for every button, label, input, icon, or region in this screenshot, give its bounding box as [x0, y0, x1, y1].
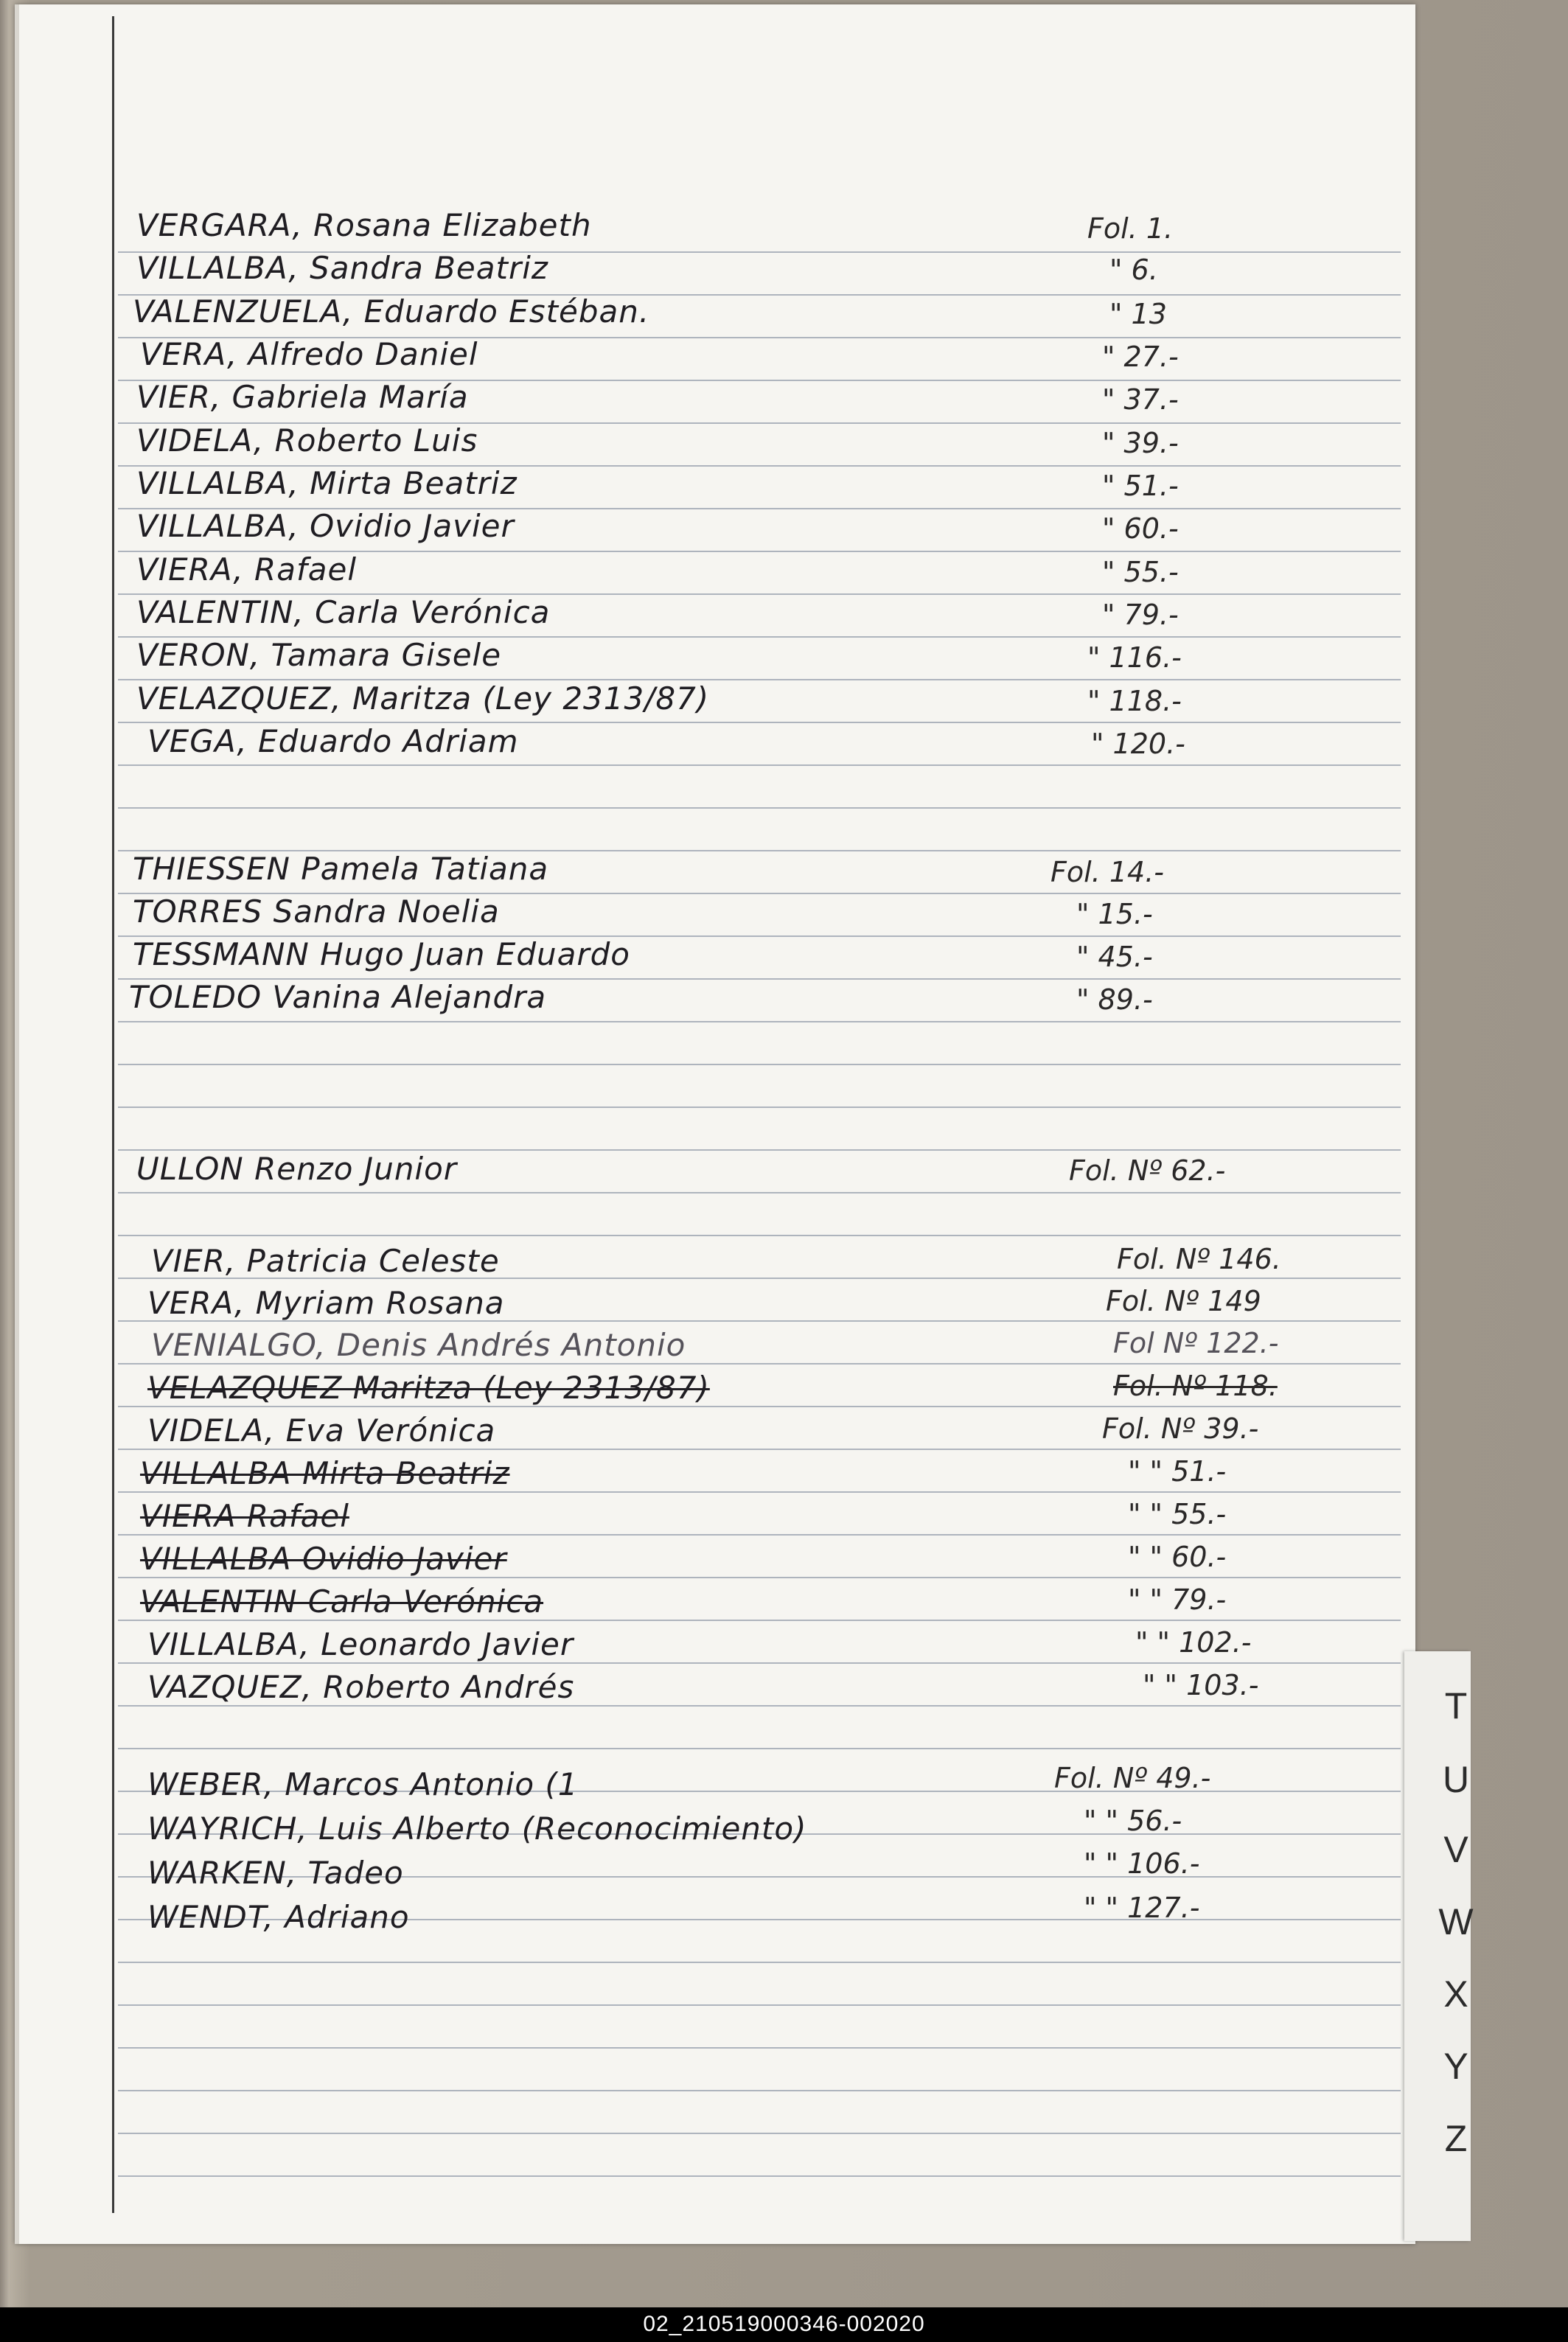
folio-number: " 15.- [1076, 898, 1153, 930]
list-item: VALENZUELA, Eduardo Estéban. [133, 293, 650, 330]
margin-line [112, 16, 114, 2213]
folio-number: Fol Nº 122.- [1113, 1327, 1279, 1359]
list-item: VALENTIN, Carla Verónica [136, 594, 551, 630]
folio-number: " " 106.- [1084, 1847, 1200, 1880]
list-item: VIERA Rafael [140, 1498, 349, 1534]
list-item: VALENTIN Carla Verónica [140, 1583, 544, 1620]
index-tab-z[interactable]: Z [1444, 2118, 1468, 2159]
folio-number: Fol. Nº 146. [1117, 1243, 1281, 1275]
folio-number: Fol. Nº 118. [1113, 1370, 1278, 1402]
folio-number: " " 55.- [1128, 1498, 1227, 1530]
folio-number: " 45.- [1076, 941, 1153, 973]
image-caption: 02_210519000346-002020 [643, 2312, 925, 2336]
list-item: WEBER, Marcos Antonio (1 [147, 1766, 579, 1802]
index-tab-u[interactable]: U [1442, 1759, 1470, 1800]
list-item: VILLALBA, Ovidio Javier [136, 508, 515, 544]
folio-number: " 51.- [1102, 470, 1179, 502]
ledger-page [15, 4, 1415, 2244]
folio-number: Fol. Nº 62.- [1069, 1154, 1226, 1187]
list-item: VIDELA, Roberto Luis [136, 422, 478, 459]
list-item: WARKEN, Tadeo [147, 1855, 404, 1891]
list-item: VELAZQUEZ, Maritza (Ley 2313/87) [136, 680, 710, 717]
ruled-line [118, 2175, 1401, 2177]
list-item: ULLON Renzo Junior [136, 1151, 458, 1187]
list-item: WENDT, Adriano [147, 1899, 410, 1935]
list-item: WAYRICH, Luis Alberto (Reconocimiento) [147, 1810, 807, 1847]
folio-number: " 39.- [1102, 427, 1179, 459]
ruled-line [118, 1363, 1401, 1365]
list-item: VILLALBA, Mirta Beatriz [136, 465, 518, 501]
folio-number: " " 103.- [1143, 1669, 1259, 1701]
ruled-line [118, 1192, 1401, 1193]
index-tab-w[interactable]: W [1438, 1901, 1474, 1942]
index-tab-y[interactable]: Y [1443, 2046, 1468, 2087]
index-tab-x[interactable]: X [1443, 1973, 1468, 2015]
folio-number: " 116.- [1087, 641, 1182, 674]
ruled-line [118, 764, 1401, 766]
ruled-line [118, 1406, 1401, 1407]
index-tab-t[interactable]: T [1444, 1685, 1468, 1726]
ruled-line [118, 1962, 1401, 1963]
folio-number: " 118.- [1087, 685, 1182, 717]
ruled-line [118, 1705, 1401, 1707]
folio-number: " 79.- [1102, 599, 1179, 631]
folio-number: Fol. 14.- [1050, 856, 1164, 888]
index-tab-v[interactable]: V [1443, 1829, 1468, 1870]
list-item: TORRES Sandra Noelia [133, 893, 500, 930]
folio-number: " " 51.- [1128, 1455, 1227, 1488]
folio-number: " 37.- [1102, 383, 1179, 416]
folio-number: " " 56.- [1084, 1805, 1182, 1837]
ruled-line [118, 2047, 1401, 2049]
ruled-line [118, 1662, 1401, 1664]
folio-number: " 89.- [1076, 983, 1153, 1016]
list-item: VIER, Gabriela María [136, 379, 469, 415]
list-item: VILLALBA, Sandra Beatriz [136, 250, 548, 286]
list-item: VERA, Alfredo Daniel [140, 336, 478, 372]
folio-number: Fol. Nº 49.- [1054, 1762, 1211, 1794]
ruled-line [118, 1106, 1401, 1108]
list-item: VERA, Myriam Rosana [147, 1285, 505, 1321]
ruled-line [118, 2004, 1401, 2006]
list-item: VELAZQUEZ Maritza (Ley 2313/87) [147, 1370, 710, 1406]
folio-number: Fol. 1. [1087, 212, 1174, 245]
list-item: VEGA, Eduardo Adriam [147, 723, 519, 759]
folio-number: " " 127.- [1084, 1892, 1200, 1924]
list-item: THIESSEN Pamela Tatiana [133, 851, 549, 887]
folio-number: " 6. [1109, 254, 1158, 286]
list-item: VILLALBA Ovidio Javier [140, 1541, 507, 1577]
ruled-line [118, 2133, 1401, 2134]
list-item: VIER, Patricia Celeste [151, 1243, 500, 1279]
folio-number: " 55.- [1102, 556, 1179, 588]
ruled-line [118, 1491, 1401, 1493]
ruled-line [118, 1620, 1401, 1621]
ruled-line [118, 1064, 1401, 1065]
folio-number: " " 102.- [1135, 1626, 1252, 1659]
folio-number: " 13 [1109, 298, 1167, 330]
list-item: TESSMANN Hugo Juan Eduardo [133, 936, 630, 972]
ruled-line [118, 2090, 1401, 2091]
list-item: VILLALBA Mirta Beatriz [140, 1455, 510, 1491]
list-item: TOLEDO Vanina Alejandra [129, 979, 547, 1015]
binding-edge [15, 4, 19, 2244]
folio-number: " 60.- [1102, 512, 1179, 545]
list-item: VERON, Tamara Gisele [136, 637, 502, 673]
folio-number: " 27.- [1102, 341, 1179, 373]
list-item: VILLALBA, Leonardo Javier [147, 1626, 574, 1662]
ruled-line [118, 1534, 1401, 1536]
folio-number: Fol. Nº 149 [1106, 1285, 1261, 1317]
folio-number: " " 60.- [1128, 1541, 1227, 1573]
list-item: VERGARA, Rosana Elizabeth [136, 207, 592, 243]
folio-number: Fol. Nº 39.- [1102, 1412, 1259, 1445]
folio-number: " " 79.- [1128, 1583, 1227, 1616]
ruled-line [118, 1235, 1401, 1236]
list-item: VIDELA, Eva Verónica [147, 1412, 496, 1449]
ruled-line [118, 807, 1401, 809]
folio-number: " 120.- [1091, 728, 1185, 760]
ruled-line [118, 1021, 1401, 1022]
list-item: VIERA, Rafael [136, 551, 358, 588]
ruled-line [118, 1577, 1401, 1578]
ruled-line [118, 1748, 1401, 1749]
list-item: VAZQUEZ, Roberto Andrés [147, 1669, 575, 1705]
ruled-line [118, 1449, 1401, 1450]
list-item: VENIALGO, Denis Andrés Antonio [151, 1327, 686, 1363]
